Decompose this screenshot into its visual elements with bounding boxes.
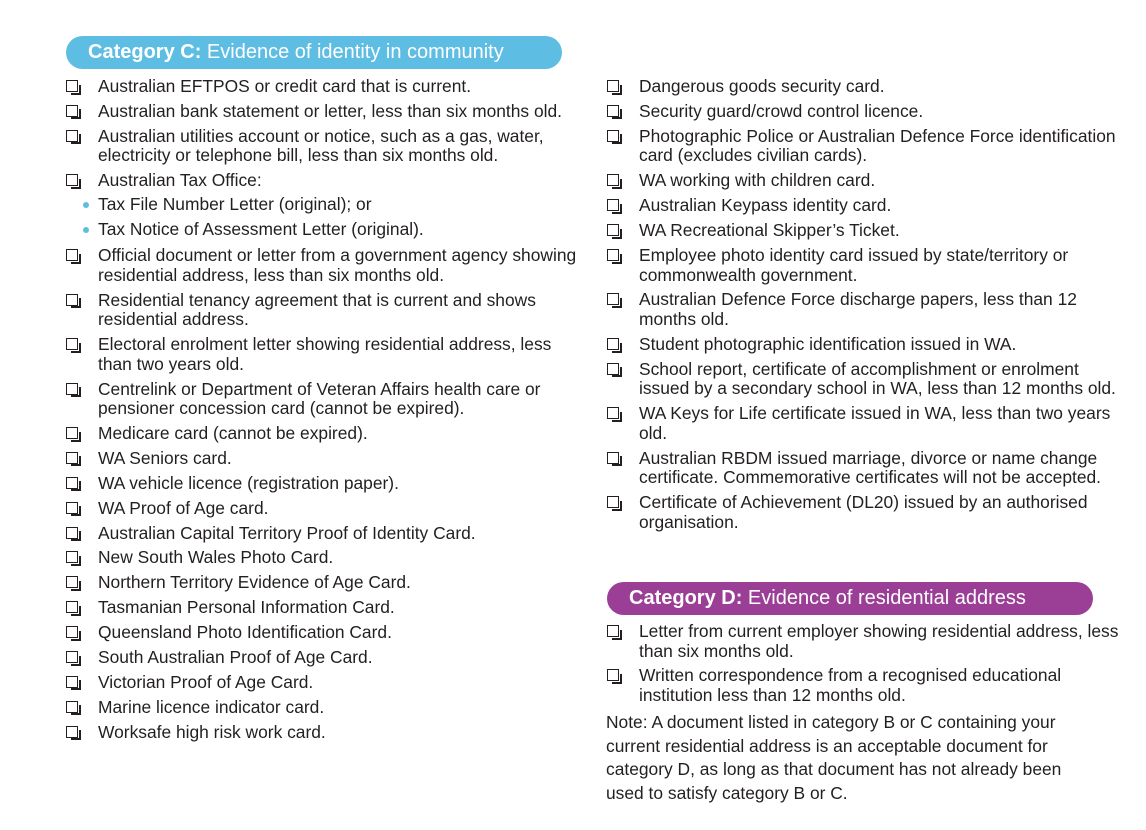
checkbox-icon[interactable] <box>66 477 78 489</box>
category-c-header <box>66 36 562 69</box>
category-c-right-list <box>607 77 1119 538</box>
checkbox-icon[interactable] <box>607 130 619 142</box>
checkbox-icon[interactable] <box>66 338 78 350</box>
list-item: Centrelink or Department of Veteran Affairs health care or pensioner concession card (cannot be expired). <box>66 380 578 419</box>
list-item: Written correspondence from a recognised educational institution less than 12 months old. <box>607 666 1119 705</box>
list-item: Security guard/crowd control licence. <box>607 102 1119 122</box>
list-item: Employee photo identity card issued by state/territory or commonwealth government. <box>607 246 1119 285</box>
checkbox-icon[interactable] <box>66 576 78 588</box>
checkbox-icon[interactable] <box>66 130 78 142</box>
checkbox-icon[interactable] <box>66 174 78 186</box>
checkbox-icon[interactable] <box>607 105 619 117</box>
category-c-label-bold: Category C: <box>88 41 202 63</box>
list-item: Australian Tax Office: Tax File Number Letter (original); or Tax Notice of Assessment Letter (original). <box>66 171 578 240</box>
bullet-icon <box>83 202 89 208</box>
list-item: Victorian Proof of Age Card. <box>66 673 578 693</box>
list-item: Dangerous goods security card. <box>607 77 1119 97</box>
checkbox-icon[interactable] <box>607 338 619 350</box>
checkbox-icon[interactable] <box>607 80 619 92</box>
checkbox-icon[interactable] <box>66 676 78 688</box>
list-item: WA Proof of Age card. <box>66 499 578 519</box>
category-c-left-list <box>66 77 578 748</box>
list-item: WA Keys for Life certificate issued in WA, less than two years old. <box>607 404 1119 443</box>
checkbox-icon[interactable] <box>66 452 78 464</box>
checkbox-icon[interactable] <box>607 496 619 508</box>
checkbox-icon[interactable] <box>66 601 78 613</box>
checkbox-icon[interactable] <box>66 626 78 638</box>
list-item: Tasmanian Personal Information Card. <box>66 598 578 618</box>
tax-sub-list <box>98 195 578 240</box>
list-item: Queensland Photo Identification Card. <box>66 623 578 643</box>
list-item: New South Wales Photo Card. <box>66 548 578 568</box>
category-d-header <box>607 582 1093 615</box>
list-item: Certificate of Achievement (DL20) issued by an authorised organisation. <box>607 493 1119 532</box>
category-d-list <box>607 622 1119 711</box>
list-item: Australian Defence Force discharge papers, less than 12 months old. <box>607 290 1119 329</box>
list-item: WA vehicle licence (registration paper). <box>66 474 578 494</box>
list-item: Marine licence indicator card. <box>66 698 578 718</box>
list-item: Worksafe high risk work card. <box>66 723 578 743</box>
checkbox-icon[interactable] <box>66 80 78 92</box>
list-item: Student photographic identification issued in WA. <box>607 335 1119 355</box>
list-item: Residential tenancy agreement that is current and shows residential address. <box>66 291 578 330</box>
checkbox-icon[interactable] <box>607 224 619 236</box>
checkbox-icon[interactable] <box>66 527 78 539</box>
checkbox-icon[interactable] <box>607 199 619 211</box>
sub-list-item: Tax Notice of Assessment Letter (original). <box>76 220 578 240</box>
checkbox-icon[interactable] <box>607 625 619 637</box>
list-item: Australian Keypass identity card. <box>607 196 1119 216</box>
list-item: Official document or letter from a government agency showing residential address, less than six months old. <box>66 246 578 285</box>
list-item: Photographic Police or Australian Defence Force identification card (excludes civilian cards). <box>607 127 1119 166</box>
checkbox-icon[interactable] <box>607 363 619 375</box>
category-d-label-bold: Category D: <box>629 587 743 609</box>
checkbox-icon[interactable] <box>607 407 619 419</box>
list-item: WA working with children card. <box>607 171 1119 191</box>
list-item: WA Recreational Skipper’s Ticket. <box>607 221 1119 241</box>
list-item: Australian bank statement or letter, less than six months old. <box>66 102 578 122</box>
list-item: Electoral enrolment letter showing residential address, less than two years old. <box>66 335 578 374</box>
checkbox-icon[interactable] <box>66 249 78 261</box>
checkbox-icon[interactable] <box>66 427 78 439</box>
checkbox-icon[interactable] <box>66 105 78 117</box>
list-item: Australian Capital Territory Proof of Identity Card. <box>66 524 578 544</box>
checkbox-icon[interactable] <box>607 452 619 464</box>
category-d-note: Note: A document listed in category B or C containing your current residential address is an acceptable document for category D, as long as that document has not already been used to satisfy category B or C. <box>606 712 1062 803</box>
bullet-icon <box>83 227 89 233</box>
checkbox-icon[interactable] <box>66 701 78 713</box>
category-c-label-rest: Evidence of identity in community <box>201 41 504 63</box>
checkbox-icon[interactable] <box>607 293 619 305</box>
checkbox-icon[interactable] <box>66 726 78 738</box>
list-item: Australian RBDM issued marriage, divorce or name change certificate. Commemorative certificates will not be accepted. <box>607 449 1119 488</box>
list-item: Letter from current employer showing residential address, less than six months old. <box>607 622 1119 661</box>
checkbox-icon[interactable] <box>66 502 78 514</box>
list-item: Australian utilities account or notice, such as a gas, water, electricity or telephone bill, less than six months old. <box>66 127 578 166</box>
checkbox-icon[interactable] <box>66 294 78 306</box>
category-d-label-rest: Evidence of residential address <box>742 587 1026 609</box>
checkbox-icon[interactable] <box>607 249 619 261</box>
list-item: WA Seniors card. <box>66 449 578 469</box>
list-item: School report, certificate of accomplishment or enrolment issued by a secondary school in WA, less than 12 months old. <box>607 360 1119 399</box>
list-item: Medicare card (cannot be expired). <box>66 424 578 444</box>
list-item: South Australian Proof of Age Card. <box>66 648 578 668</box>
checkbox-icon[interactable] <box>66 651 78 663</box>
list-item: Northern Territory Evidence of Age Card. <box>66 573 578 593</box>
checkbox-icon[interactable] <box>607 669 619 681</box>
list-item: Australian EFTPOS or credit card that is current. <box>66 77 578 97</box>
sub-list-item: Tax File Number Letter (original); or <box>76 195 578 215</box>
checkbox-icon[interactable] <box>66 551 78 563</box>
checkbox-icon[interactable] <box>607 174 619 186</box>
checkbox-icon[interactable] <box>66 383 78 395</box>
